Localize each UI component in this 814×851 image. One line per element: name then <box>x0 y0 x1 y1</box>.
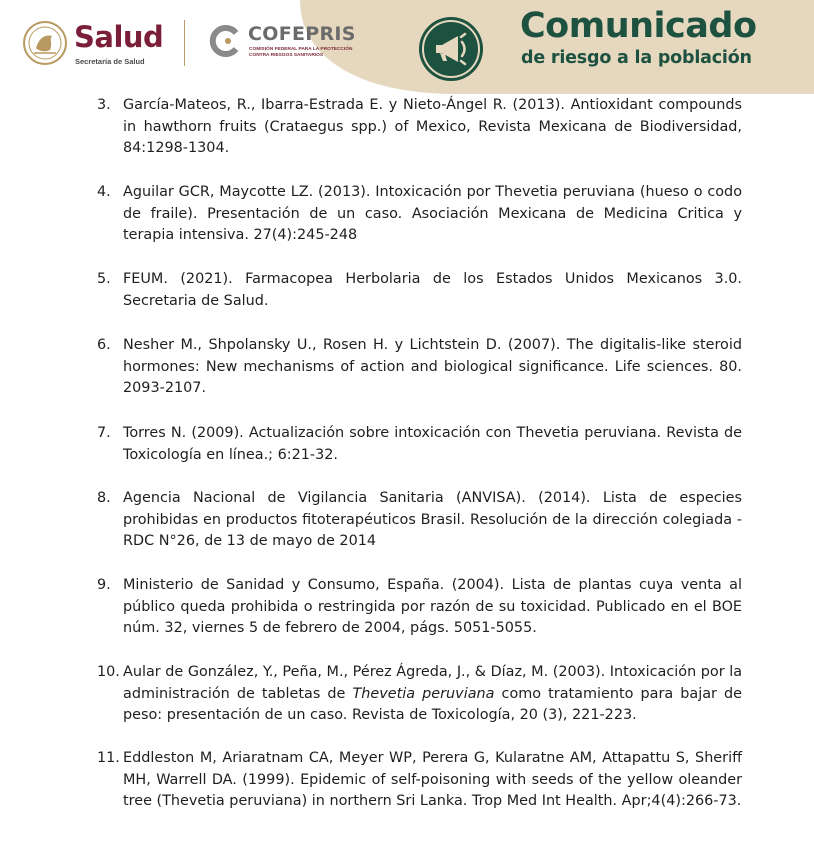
reference-number: 10. <box>97 664 120 680</box>
cofepris-subtitle <box>249 47 389 59</box>
reference-text: Nesher M., Shpolansky U., Rosen H. y Lichtstein D. (2007). The digitalis-like steroid hormones: New mechanisms of action and biological significance. Life sciences. 80. 2093-2107. <box>123 337 742 396</box>
reference-text: FEUM. (2021). Farmacopea Herbolaria de los Estados Unidos Mexicanos 3.0. Secretaria de Salud. <box>123 271 742 309</box>
logo-divider <box>184 20 185 66</box>
reference-text-italic: Thevetia peruviana <box>352 685 495 702</box>
cofepris-logo-icon <box>208 24 242 58</box>
reference-text: Ministerio de Sanidad y Consumo, España. (2004). Lista de plantas cuya venta al público queda prohibida o restringida por razón de su toxicidad. Publicado en el BOE núm. 32, viernes 5 de febrero de 2004, págs. 5051-5055. <box>123 577 742 636</box>
reference-text: Agencia Nacional de Vigilancia Sanitaria (ANVISA). (2014). Lista de especies prohibidas en productos fitoterapéuticos Brasil. Resolución de la dirección colegiada - RDC N°26, de 13 de mayo de 2014 <box>123 490 742 549</box>
reference-item <box>97 182 742 247</box>
salud-wordmark: Salud <box>74 20 164 54</box>
national-seal-icon <box>22 20 68 66</box>
reference-text: Torres N. (2009). Actualización sobre intoxicación con Thevetia peruviana. Revista de Toxicología en línea.; 6:21-32. <box>123 425 742 463</box>
reference-number: 6. <box>97 337 111 353</box>
reference-number: 11. <box>97 750 120 766</box>
cofepris-subtitle-line-2: CONTRA RIESGOS SANITARIOS <box>249 53 324 58</box>
cofepris-logo <box>208 22 378 62</box>
salud-subtitle: Secretaría de Salud <box>75 57 145 66</box>
reference-number: 7. <box>97 425 111 441</box>
reference-text: García-Mateos, R., Ibarra-Estrada E. y Nieto-Ángel R. (2013). Antioxidant compounds in hawthorn fruits (Crataegus spp.) of Mexico, Revista Mexicana de Biodiversidad, 84:1298-1304. <box>123 97 742 156</box>
reference-number: 4. <box>97 184 111 200</box>
reference-text-part: como tratamiento para bajar de peso: presentación de un caso. Revista de Toxicología, 20 (3), 221-223. <box>123 685 742 723</box>
reference-number: 3. <box>97 97 111 113</box>
salud-logo <box>22 18 182 72</box>
cofepris-wordmark: COFEPRIS <box>248 23 356 45</box>
reference-item <box>97 95 742 160</box>
reference-text-part: Aular de González, Y., Peña, M., Pérez Ágreda, J., & Díaz, M. (2003). Intoxicación por la administración de tabletas de <box>123 664 743 702</box>
header-title: Comunicado <box>520 6 757 46</box>
reference-item <box>97 423 742 466</box>
header-subtitle: de riesgo a la población <box>521 48 752 68</box>
reference-item <box>97 748 742 813</box>
reference-item <box>97 269 742 312</box>
reference-text: Eddleston M, Ariaratnam CA, Meyer WP, Perera G, Kularatne AM, Attapattu S, Sheriff MH, Warrell DA. (1999). Epidemic of self-poisoning with seeds of the yellow oleander tree (Thevetia peruviana) in northern Sri Lanka. Trop Med Int Health. Apr;4(4):266-73. <box>123 750 742 809</box>
megaphone-icon <box>416 14 486 84</box>
cofepris-subtitle-line-1: COMISIÓN FEDERAL PARA LA PROTECCIÓN <box>249 47 353 52</box>
reference-item <box>97 662 742 727</box>
reference-item <box>97 488 742 553</box>
reference-number: 8. <box>97 490 111 506</box>
reference-text: Aguilar GCR, Maycotte LZ. (2013). Intoxicación por Thevetia peruviana (hueso o codo de fraile). Presentación de un caso. Asociación Mexicana de Medicina Critica y terapia intensiva. 27(4):245-248 <box>123 184 742 243</box>
reference-number: 5. <box>97 271 111 287</box>
reference-item <box>97 575 742 640</box>
reference-item <box>97 335 742 400</box>
page-header <box>0 0 814 94</box>
reference-number: 9. <box>97 577 111 593</box>
reference-text <box>123 662 742 727</box>
